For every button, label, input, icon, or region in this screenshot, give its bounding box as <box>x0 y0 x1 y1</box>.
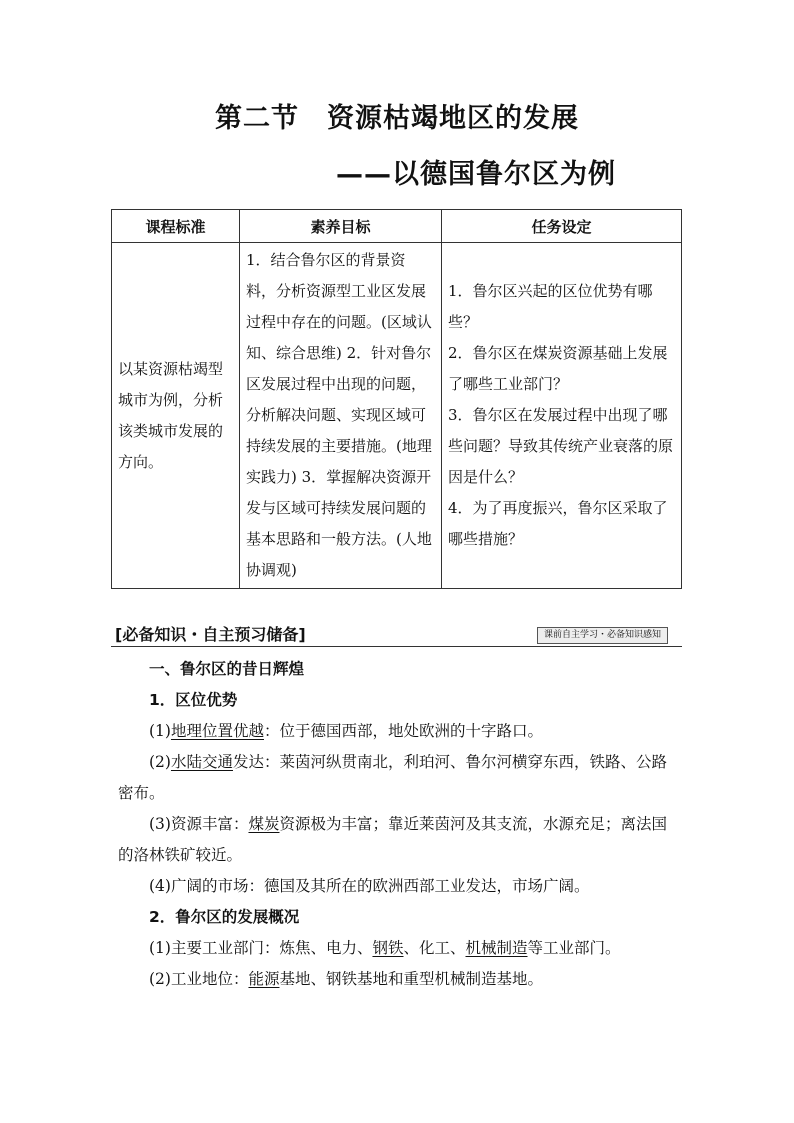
key-term: 地理位置优越 <box>170 722 264 740</box>
cell-goals: 1．结合鲁尔区的背景资料，分析资源型工业区发展过程中存在的问题。(区域认知、综合思维) 2．针对鲁尔区发展过程中出现的问题，分析解决问题、实现区域可持续发展的主要措施。(地理实践力) 3．掌握解决资源开发与区域可持续发展问题的基本思路和一般方法。(人地协调观) <box>240 243 442 589</box>
paragraph: (2)工业地位：能源基地、钢铁基地和重型机械制造基地。 <box>149 970 543 988</box>
key-term: 能源 <box>248 970 280 988</box>
paragraph: (3)资源丰富：煤炭资源极为丰富；靠近莱茵河及其支流，水源充足；离法国的洛林铁矿较近。 <box>118 815 667 864</box>
subsection-heading: 2．鲁尔区的发展概况 <box>149 908 300 926</box>
main-content <box>118 654 680 995</box>
curriculum-table <box>111 209 682 589</box>
key-term: 水陆交通 <box>170 753 233 771</box>
banner-title: [必备知识・自主预习储备] <box>115 625 306 644</box>
key-term: 钢铁 <box>372 939 404 957</box>
task-item: 4．为了再度振兴，鲁尔区采取了哪些措施？ <box>448 499 668 548</box>
subsection-heading: 1．区位优势 <box>149 691 238 709</box>
table-header-goals: 素养目标 <box>240 210 442 243</box>
task-item: 3．鲁尔区在发展过程中出现了哪些问题？导致其传统产业衰落的原因是什么？ <box>448 406 674 486</box>
banner-tag: 课前自主学习・必备知识感知 <box>537 627 668 644</box>
table-header-standard: 课程标准 <box>112 210 240 243</box>
page-title: 第二节 资源枯竭地区的发展 <box>215 103 579 134</box>
task-item: 1．鲁尔区兴起的区位优势有哪些？ <box>448 282 653 331</box>
paragraph: (4)广阔的市场：德国及其所在的欧洲西部工业发达，市场广阔。 <box>149 877 590 895</box>
section-heading: 一、鲁尔区的昔日辉煌 <box>149 660 305 678</box>
page-subtitle: ——以德国鲁尔区为例 <box>336 159 616 190</box>
table-header-tasks: 任务设定 <box>442 210 682 243</box>
section-banner <box>111 622 682 647</box>
table-header-row <box>112 210 682 243</box>
key-term: 煤炭 <box>248 815 280 833</box>
task-item: 2．鲁尔区在煤炭资源基础上发展了哪些工业部门？ <box>448 344 668 393</box>
key-term: 机械制造 <box>465 939 528 957</box>
paragraph: (2)水陆交通发达：莱茵河纵贯南北，利珀河、鲁尔河横穿东西，铁路、公路密布。 <box>118 753 667 802</box>
cell-standard: 以某资源枯竭型城市为例，分析该类城市发展的方向。 <box>112 243 240 589</box>
cell-tasks <box>442 243 682 589</box>
paragraph: (1)主要工业部门：炼焦、电力、钢铁、化工、机械制造等工业部门。 <box>149 939 621 957</box>
paragraph: (1)地理位置优越：位于德国西部，地处欧洲的十字路口。 <box>149 722 543 740</box>
table-row <box>112 243 682 589</box>
